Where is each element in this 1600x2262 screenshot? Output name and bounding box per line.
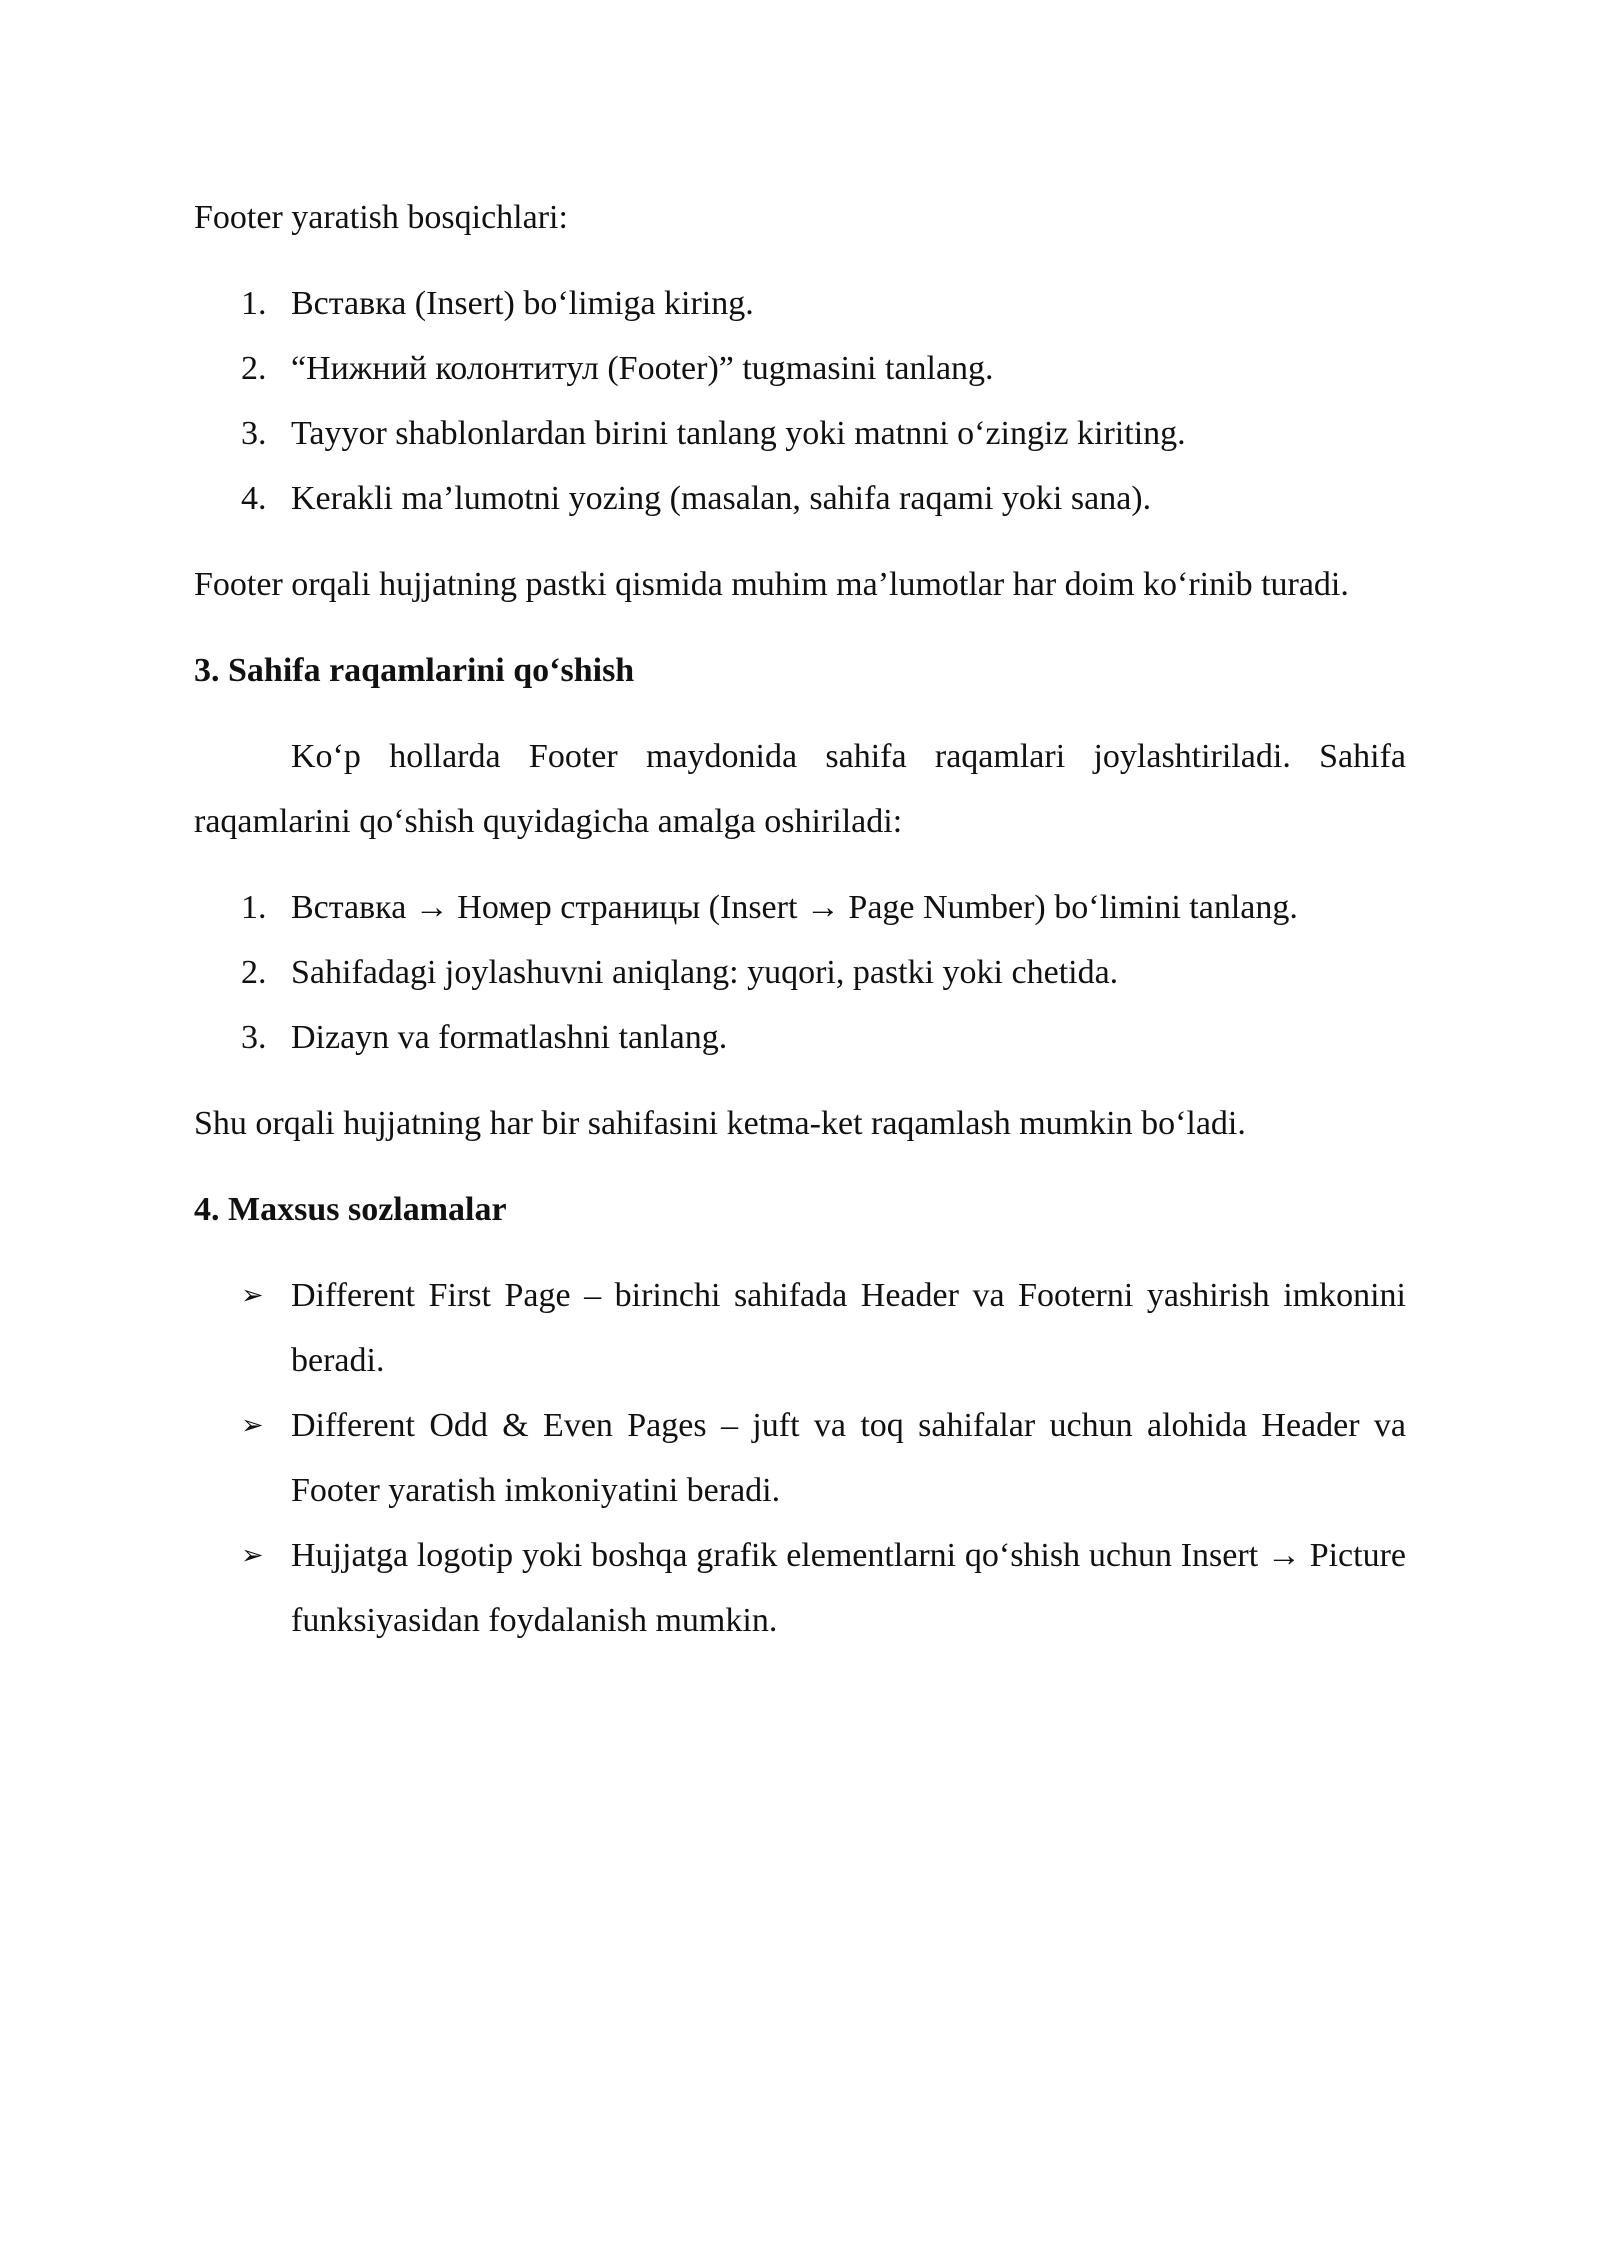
list-item — [194, 1005, 1406, 1070]
list-number: 4. — [241, 480, 267, 517]
footer-steps-list — [194, 271, 1406, 531]
section-3-paragraph: Ko‘p hollarda Footer maydonida sahifa raqamlari joylashtiriladi. Sahifa raqamlarini qo‘shish quyidagicha amalga oshiriladi: — [194, 738, 1406, 840]
list-item — [194, 1263, 1406, 1393]
list-item-text: Tayyor shablonlardan birini tanlang yoki matnni o‘zingiz kiriting. — [291, 415, 1186, 452]
list-item-text: Different Odd & Even Pages – juft va toq sahifalar uchun alohida Header va Footer yaratish imkoniyatini beradi. — [291, 1407, 1406, 1509]
special-settings-list — [194, 1263, 1406, 1653]
list-item — [194, 336, 1406, 401]
arrow-bullet-icon: ➢ — [241, 1280, 264, 1311]
list-item — [194, 1393, 1406, 1523]
section-4-heading: 4. Maxsus sozlamalar — [194, 1191, 507, 1228]
list-item-text: Вставка → Номер страницы (Insert → Page Number) bo‘limini tanlang. — [291, 889, 1298, 926]
list-item — [194, 940, 1406, 1005]
list-number: 3. — [241, 1019, 267, 1056]
page-number-steps-list — [194, 875, 1406, 1070]
section-3-summary: Shu orqali hujjatning har bir sahifasini ketma-ket raqamlash mumkin bo‘ladi. — [194, 1105, 1246, 1142]
footer-summary-paragraph: Footer orqali hujjatning pastki qismida muhim ma’lumotlar har doim ko‘rinib turadi. — [194, 566, 1349, 603]
list-item — [194, 466, 1406, 531]
list-item-text: Dizayn va formatlashni tanlang. — [291, 1019, 728, 1056]
list-item — [194, 875, 1406, 940]
list-item — [194, 401, 1406, 466]
arrow-bullet-icon: ➢ — [241, 1540, 264, 1571]
list-number: 1. — [241, 889, 267, 926]
intro-text: Footer yaratish bosqichlari: — [194, 199, 568, 236]
list-item-text: Hujjatga logotip yoki boshqa grafik elementlarni qo‘shish uchun Insert → Picture funksiyasidan foydalanish mumkin. — [291, 1537, 1406, 1639]
list-item-text: Kerakli ma’lumotni yozing (masalan, sahifa raqami yoki sana). — [291, 480, 1152, 517]
section-3-heading: 3. Sahifa raqamlarini qo‘shish — [194, 652, 635, 689]
list-item-text: Вставка (Insert) bo‘limiga kiring. — [291, 285, 754, 322]
list-number: 1. — [241, 285, 267, 322]
list-item-text: Different First Page – birinchi sahifada Header va Footerni yashirish imkonini beradi. — [291, 1277, 1406, 1379]
arrow-bullet-icon: ➢ — [241, 1410, 264, 1441]
list-number: 3. — [241, 415, 267, 452]
list-number: 2. — [241, 350, 267, 387]
list-item-text: “Нижний колонтитул (Footer)” tugmasini tanlang. — [291, 350, 994, 387]
list-item-text: Sahifadagi joylashuvni aniqlang: yuqori, pastki yoki chetida. — [291, 954, 1119, 991]
list-item — [194, 271, 1406, 336]
list-item — [194, 1523, 1406, 1653]
list-number: 2. — [241, 954, 267, 991]
